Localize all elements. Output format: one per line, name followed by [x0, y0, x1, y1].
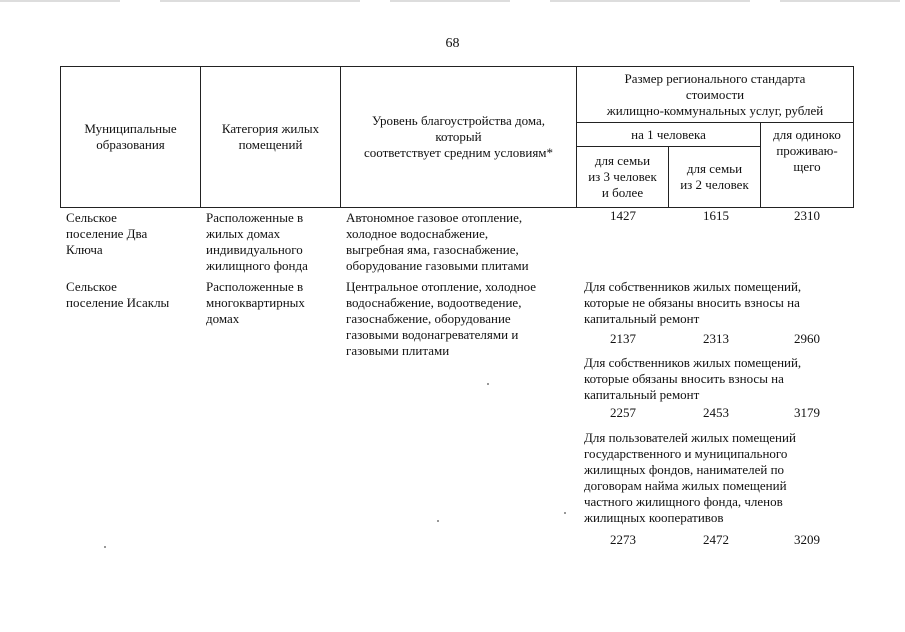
scan-speck	[487, 383, 489, 385]
header-level	[341, 67, 576, 207]
group3-note-l4: договорам найма жилых помещений	[584, 478, 787, 493]
group2-note-l2: которые обязаны вносить взносы на	[584, 371, 784, 386]
row1-level-l2: холодное водоснабжение,	[346, 226, 489, 241]
row1-category	[206, 210, 308, 274]
scan-speck	[104, 546, 106, 548]
group2-note-l1: Для собственников жилых помещений,	[584, 355, 802, 370]
row2-level-l4: газовыми водонагревателями и	[346, 327, 519, 342]
header-group-line1: Размер регионального стандарта	[624, 70, 806, 86]
group2-value-single: 3179	[794, 405, 820, 420]
header-level-line2: который	[435, 129, 482, 144]
page-number: 68	[445, 36, 460, 51]
header-municipality-text: Муниципальные образования	[84, 121, 177, 152]
group3-note-l2: государственного и муниципального	[584, 446, 788, 461]
row1-category-l1: Расположенные в	[206, 210, 304, 225]
header-family3-l3: и более	[601, 185, 644, 200]
row2-level-l1: Центральное отопление, холодное	[346, 279, 537, 294]
group2-note-l3: капитальный ремонт	[584, 387, 700, 402]
group3-note-l5: частного жилищного фонда, членов	[584, 494, 783, 509]
group3-note-l3: жилищных фондов, нанимателей по	[584, 462, 785, 477]
scan-speck	[437, 520, 439, 522]
group2-value-family3: 2257	[610, 405, 636, 420]
row1-level	[346, 210, 529, 274]
header-group-line2: стоимости	[685, 86, 745, 102]
row2-municipality	[66, 279, 169, 311]
row2-category-l1: Расположенные в	[206, 279, 304, 294]
row1-level-l3: выгребная яма, газоснабжение,	[346, 242, 519, 257]
group1-note-l3: капитальный ремонт	[584, 311, 700, 326]
header-single-l1: для одиноко	[773, 127, 841, 142]
group1-value-family3: 2137	[610, 331, 636, 346]
header-category-text: Категория жилых помещений	[221, 121, 320, 152]
row1-level-l4: оборудование газовыми плитами	[346, 258, 529, 273]
header-municipality	[61, 67, 200, 207]
row1-category-l2: жилых домах	[206, 226, 281, 241]
header-family2	[669, 147, 760, 207]
group1-note-l2: которые не обязаны вносить взносы на	[584, 295, 800, 310]
header-single-l2: проживаю-	[776, 143, 838, 158]
row1-municipality-l2: поселение Два	[66, 226, 148, 241]
table-header	[60, 66, 854, 208]
scan-top-edge	[0, 0, 905, 2]
row1-value-family3: 1427	[610, 208, 636, 223]
row1-level-l1: Автономное газовое отопление,	[346, 210, 523, 225]
header-family3-l2: из 3 человек	[588, 169, 657, 184]
group3-note-l6: жилищных кооперативов	[584, 510, 724, 525]
group3-value-single: 3209	[794, 532, 820, 547]
border-right	[853, 66, 854, 208]
row1-category-l4: жилищного фонда	[206, 258, 308, 273]
scan-speck	[564, 512, 566, 514]
header-group	[577, 67, 853, 122]
row2-level-l5: газовыми плитами	[346, 343, 450, 358]
header-family3-l1: для семьи	[594, 153, 651, 168]
row2-level-l2: водоснабжение, водоотведение,	[346, 295, 522, 310]
header-per-person-text: на 1 человека	[631, 126, 706, 142]
header-single	[761, 123, 853, 197]
header-family2-l1: для семьи	[686, 161, 743, 176]
row1-municipality-l1: Сельское	[66, 210, 117, 225]
group2-note	[584, 355, 801, 403]
row2-category-l3: домах	[206, 311, 240, 326]
group3-note	[584, 430, 796, 526]
group3-value-family2: 2472	[703, 532, 729, 547]
group2-value-family2: 2453	[703, 405, 729, 420]
row1-municipality	[66, 210, 147, 258]
row2-level-l3: газоснабжение, оборудование	[346, 311, 511, 326]
header-category	[201, 67, 340, 207]
header-single-l3: щего	[793, 159, 821, 174]
row2-category	[206, 279, 305, 327]
group3-value-family3: 2273	[610, 532, 636, 547]
row2-level	[346, 279, 536, 359]
group1-value-family2: 2313	[703, 331, 729, 346]
header-level-line3: соответствует средним условиям*	[363, 145, 554, 160]
row2-category-l2: многоквартирных	[206, 295, 305, 310]
row1-value-family2: 1615	[703, 208, 729, 223]
row2-municipality-l1: Сельское	[66, 279, 117, 294]
group1-note-l1: Для собственников жилых помещений,	[584, 279, 802, 294]
header-level-line1: Уровень благоустройства дома,	[371, 113, 546, 128]
header-family2-l2: из 2 человек	[680, 177, 749, 192]
row1-municipality-l3: Ключа	[66, 242, 103, 257]
header-per-person	[577, 123, 760, 146]
header-family3	[577, 147, 668, 207]
row1-value-single: 2310	[794, 208, 820, 223]
row1-category-l3: индивидуального	[206, 242, 303, 257]
row2-municipality-l2: поселение Исаклы	[66, 295, 170, 310]
group1-value-single: 2960	[794, 331, 820, 346]
group1-note	[584, 279, 801, 327]
header-group-line3: жилищно-коммунальных услуг, рублей	[606, 102, 824, 118]
group3-note-l1: Для пользователей жилых помещений	[584, 430, 796, 445]
